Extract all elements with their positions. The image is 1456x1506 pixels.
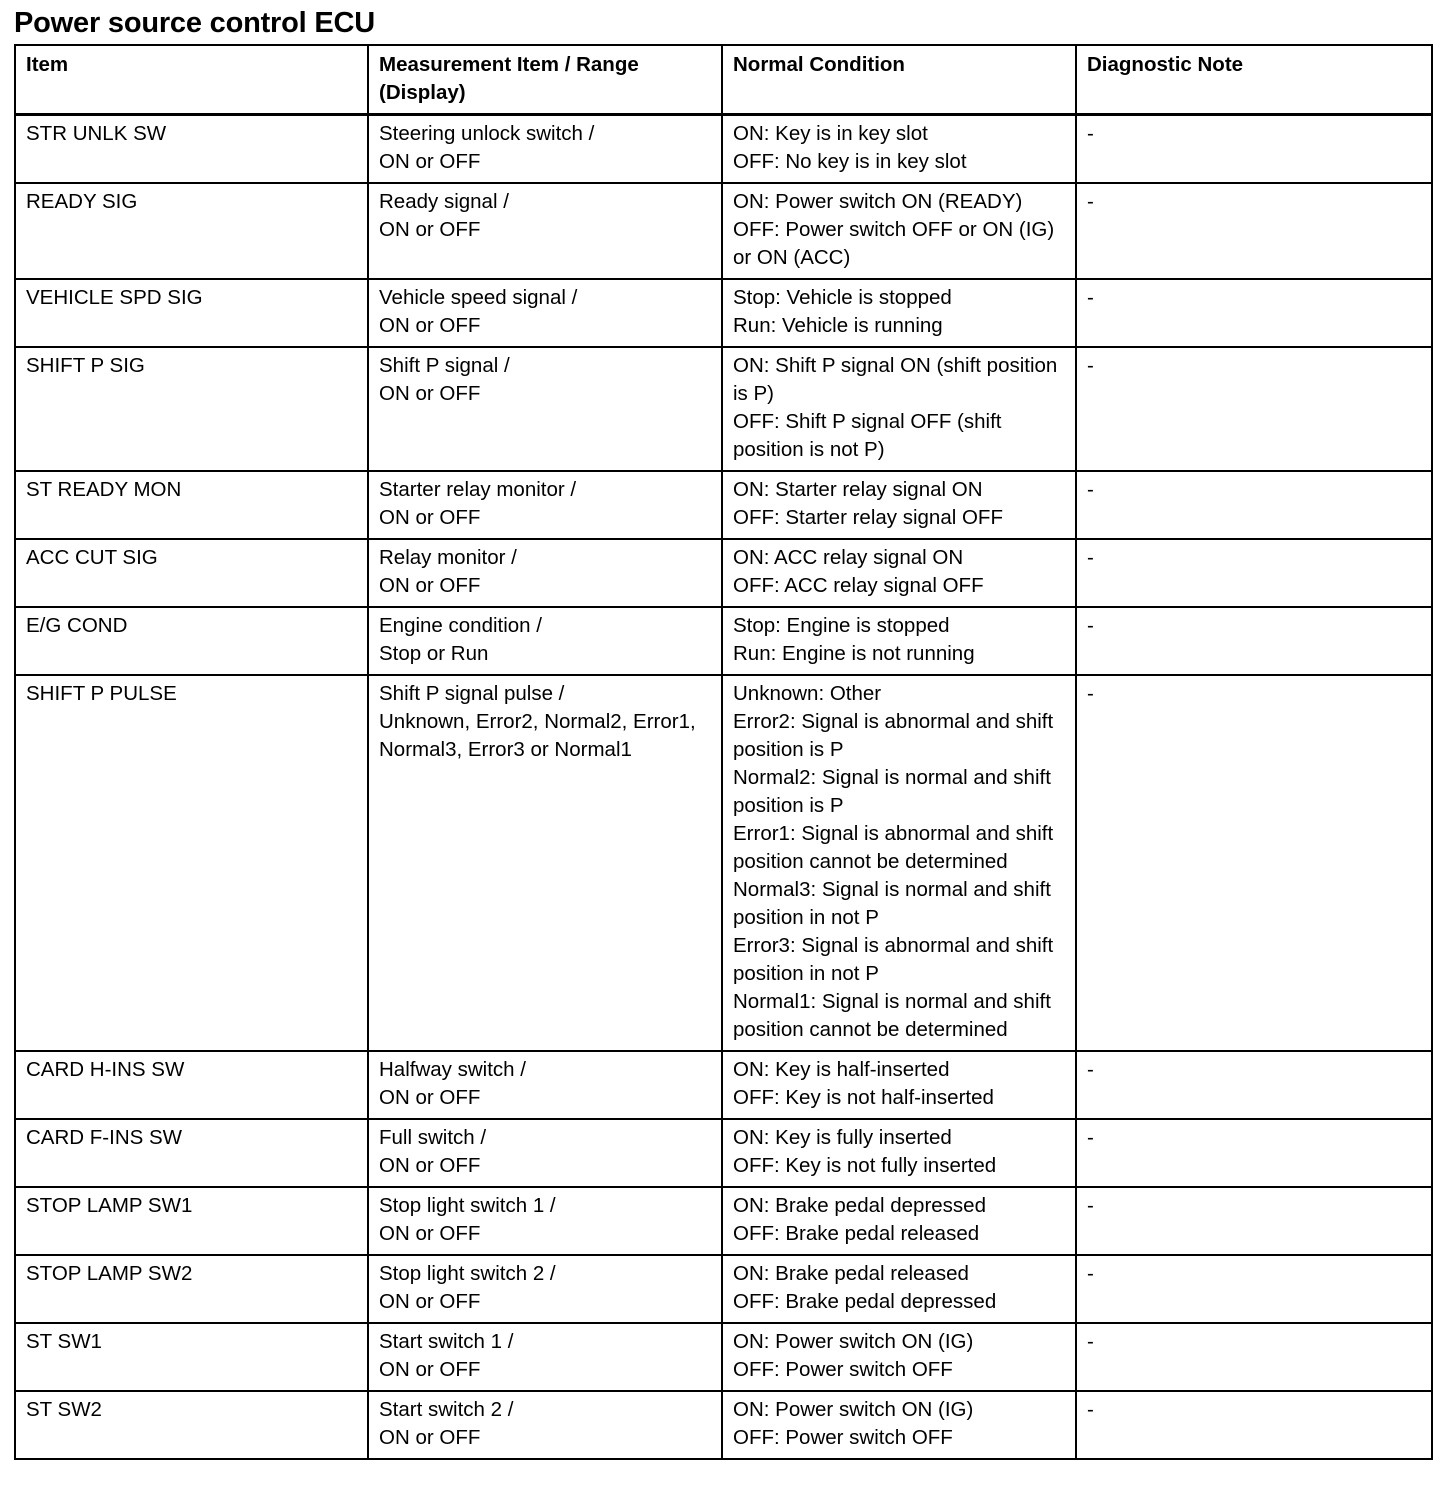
table-header [15,45,1432,115]
cell-measurement: Halfway switch / ON or OFF [368,1051,722,1119]
cell-item: CARD H-INS SW [15,1051,368,1119]
cell-item: CARD F-INS SW [15,1119,368,1187]
cell-diagnostic-note: - [1076,1187,1432,1255]
cell-measurement: Stop light switch 2 / ON or OFF [368,1255,722,1323]
cell-measurement: Engine condition / Stop or Run [368,607,722,675]
cell-normal-condition: ON: Key is fully inserted OFF: Key is not fully inserted [722,1119,1076,1187]
table-row [15,1255,1432,1323]
cell-normal-condition: ON: Power switch ON (IG) OFF: Power switch OFF [722,1323,1076,1391]
cell-measurement: Start switch 1 / ON or OFF [368,1323,722,1391]
cell-measurement: Shift P signal / ON or OFF [368,347,722,471]
table-row [15,115,1432,184]
cell-item: STOP LAMP SW1 [15,1187,368,1255]
column-header-measurement: Measurement Item / Range (Display) [368,45,722,115]
data-list-table [14,44,1433,1460]
page-title: Power source control ECU [14,7,375,39]
cell-diagnostic-note: - [1076,1391,1432,1459]
cell-measurement: Starter relay monitor / ON or OFF [368,471,722,539]
table-row [15,471,1432,539]
cell-item: ST READY MON [15,471,368,539]
cell-normal-condition: ON: Starter relay signal ON OFF: Starter relay signal OFF [722,471,1076,539]
cell-diagnostic-note: - [1076,607,1432,675]
cell-diagnostic-note: - [1076,675,1432,1051]
cell-normal-condition: ON: Key is in key slot OFF: No key is in key slot [722,115,1076,184]
cell-item: SHIFT P SIG [15,347,368,471]
cell-normal-condition: ON: Brake pedal released OFF: Brake pedal depressed [722,1255,1076,1323]
cell-normal-condition: ON: Power switch ON (IG) OFF: Power switch OFF [722,1391,1076,1459]
cell-item: ST SW2 [15,1391,368,1459]
cell-item: READY SIG [15,183,368,279]
cell-measurement: Stop light switch 1 / ON or OFF [368,1187,722,1255]
cell-diagnostic-note: - [1076,347,1432,471]
cell-normal-condition: Unknown: Other Error2: Signal is abnormal and shift position is P Normal2: Signal is normal and shift position is P Error1: Signal is abnormal and shift position cannot be determined Normal3: Signal is normal and shift position in not P Error3: Signal is abnormal and shift position in not P Normal1: Signal is normal and shift position cannot be determined [722,675,1076,1051]
cell-measurement: Steering unlock switch / ON or OFF [368,115,722,184]
table-body [15,115,1432,1460]
cell-normal-condition: ON: ACC relay signal ON OFF: ACC relay signal OFF [722,539,1076,607]
cell-diagnostic-note: - [1076,1119,1432,1187]
table-row [15,1187,1432,1255]
cell-normal-condition: Stop: Engine is stopped Run: Engine is not running [722,607,1076,675]
cell-normal-condition: Stop: Vehicle is stopped Run: Vehicle is running [722,279,1076,347]
cell-normal-condition: ON: Shift P signal ON (shift position is P) OFF: Shift P signal OFF (shift position is not P) [722,347,1076,471]
header-row [15,45,1432,115]
cell-diagnostic-note: - [1076,1323,1432,1391]
cell-normal-condition: ON: Power switch ON (READY) OFF: Power switch OFF or ON (IG) or ON (ACC) [722,183,1076,279]
column-header-item: Item [15,45,368,115]
cell-item: ST SW1 [15,1323,368,1391]
cell-item: VEHICLE SPD SIG [15,279,368,347]
table-row [15,1391,1432,1459]
cell-measurement: Full switch / ON or OFF [368,1119,722,1187]
cell-diagnostic-note: - [1076,471,1432,539]
table-row [15,1051,1432,1119]
cell-diagnostic-note: - [1076,1255,1432,1323]
table-row [15,675,1432,1051]
table-row [15,183,1432,279]
cell-diagnostic-note: - [1076,539,1432,607]
cell-measurement: Vehicle speed signal / ON or OFF [368,279,722,347]
cell-diagnostic-note: - [1076,1051,1432,1119]
cell-normal-condition: ON: Brake pedal depressed OFF: Brake pedal released [722,1187,1076,1255]
cell-item: STOP LAMP SW2 [15,1255,368,1323]
cell-item: ACC CUT SIG [15,539,368,607]
cell-measurement: Shift P signal pulse / Unknown, Error2, Normal2, Error1, Normal3, Error3 or Normal1 [368,675,722,1051]
table-row [15,279,1432,347]
cell-measurement: Ready signal / ON or OFF [368,183,722,279]
cell-item: E/G COND [15,607,368,675]
cell-measurement: Relay monitor / ON or OFF [368,539,722,607]
cell-diagnostic-note: - [1076,183,1432,279]
table-row [15,1119,1432,1187]
cell-normal-condition: ON: Key is half-inserted OFF: Key is not half-inserted [722,1051,1076,1119]
cell-measurement: Start switch 2 / ON or OFF [368,1391,722,1459]
cell-diagnostic-note: - [1076,115,1432,184]
cell-diagnostic-note: - [1076,279,1432,347]
column-header-normal-condition: Normal Condition [722,45,1076,115]
table-row [15,607,1432,675]
table-row [15,347,1432,471]
cell-item: SHIFT P PULSE [15,675,368,1051]
cell-item: STR UNLK SW [15,115,368,184]
table-row [15,1323,1432,1391]
table-row [15,539,1432,607]
column-header-diagnostic-note: Diagnostic Note [1076,45,1432,115]
